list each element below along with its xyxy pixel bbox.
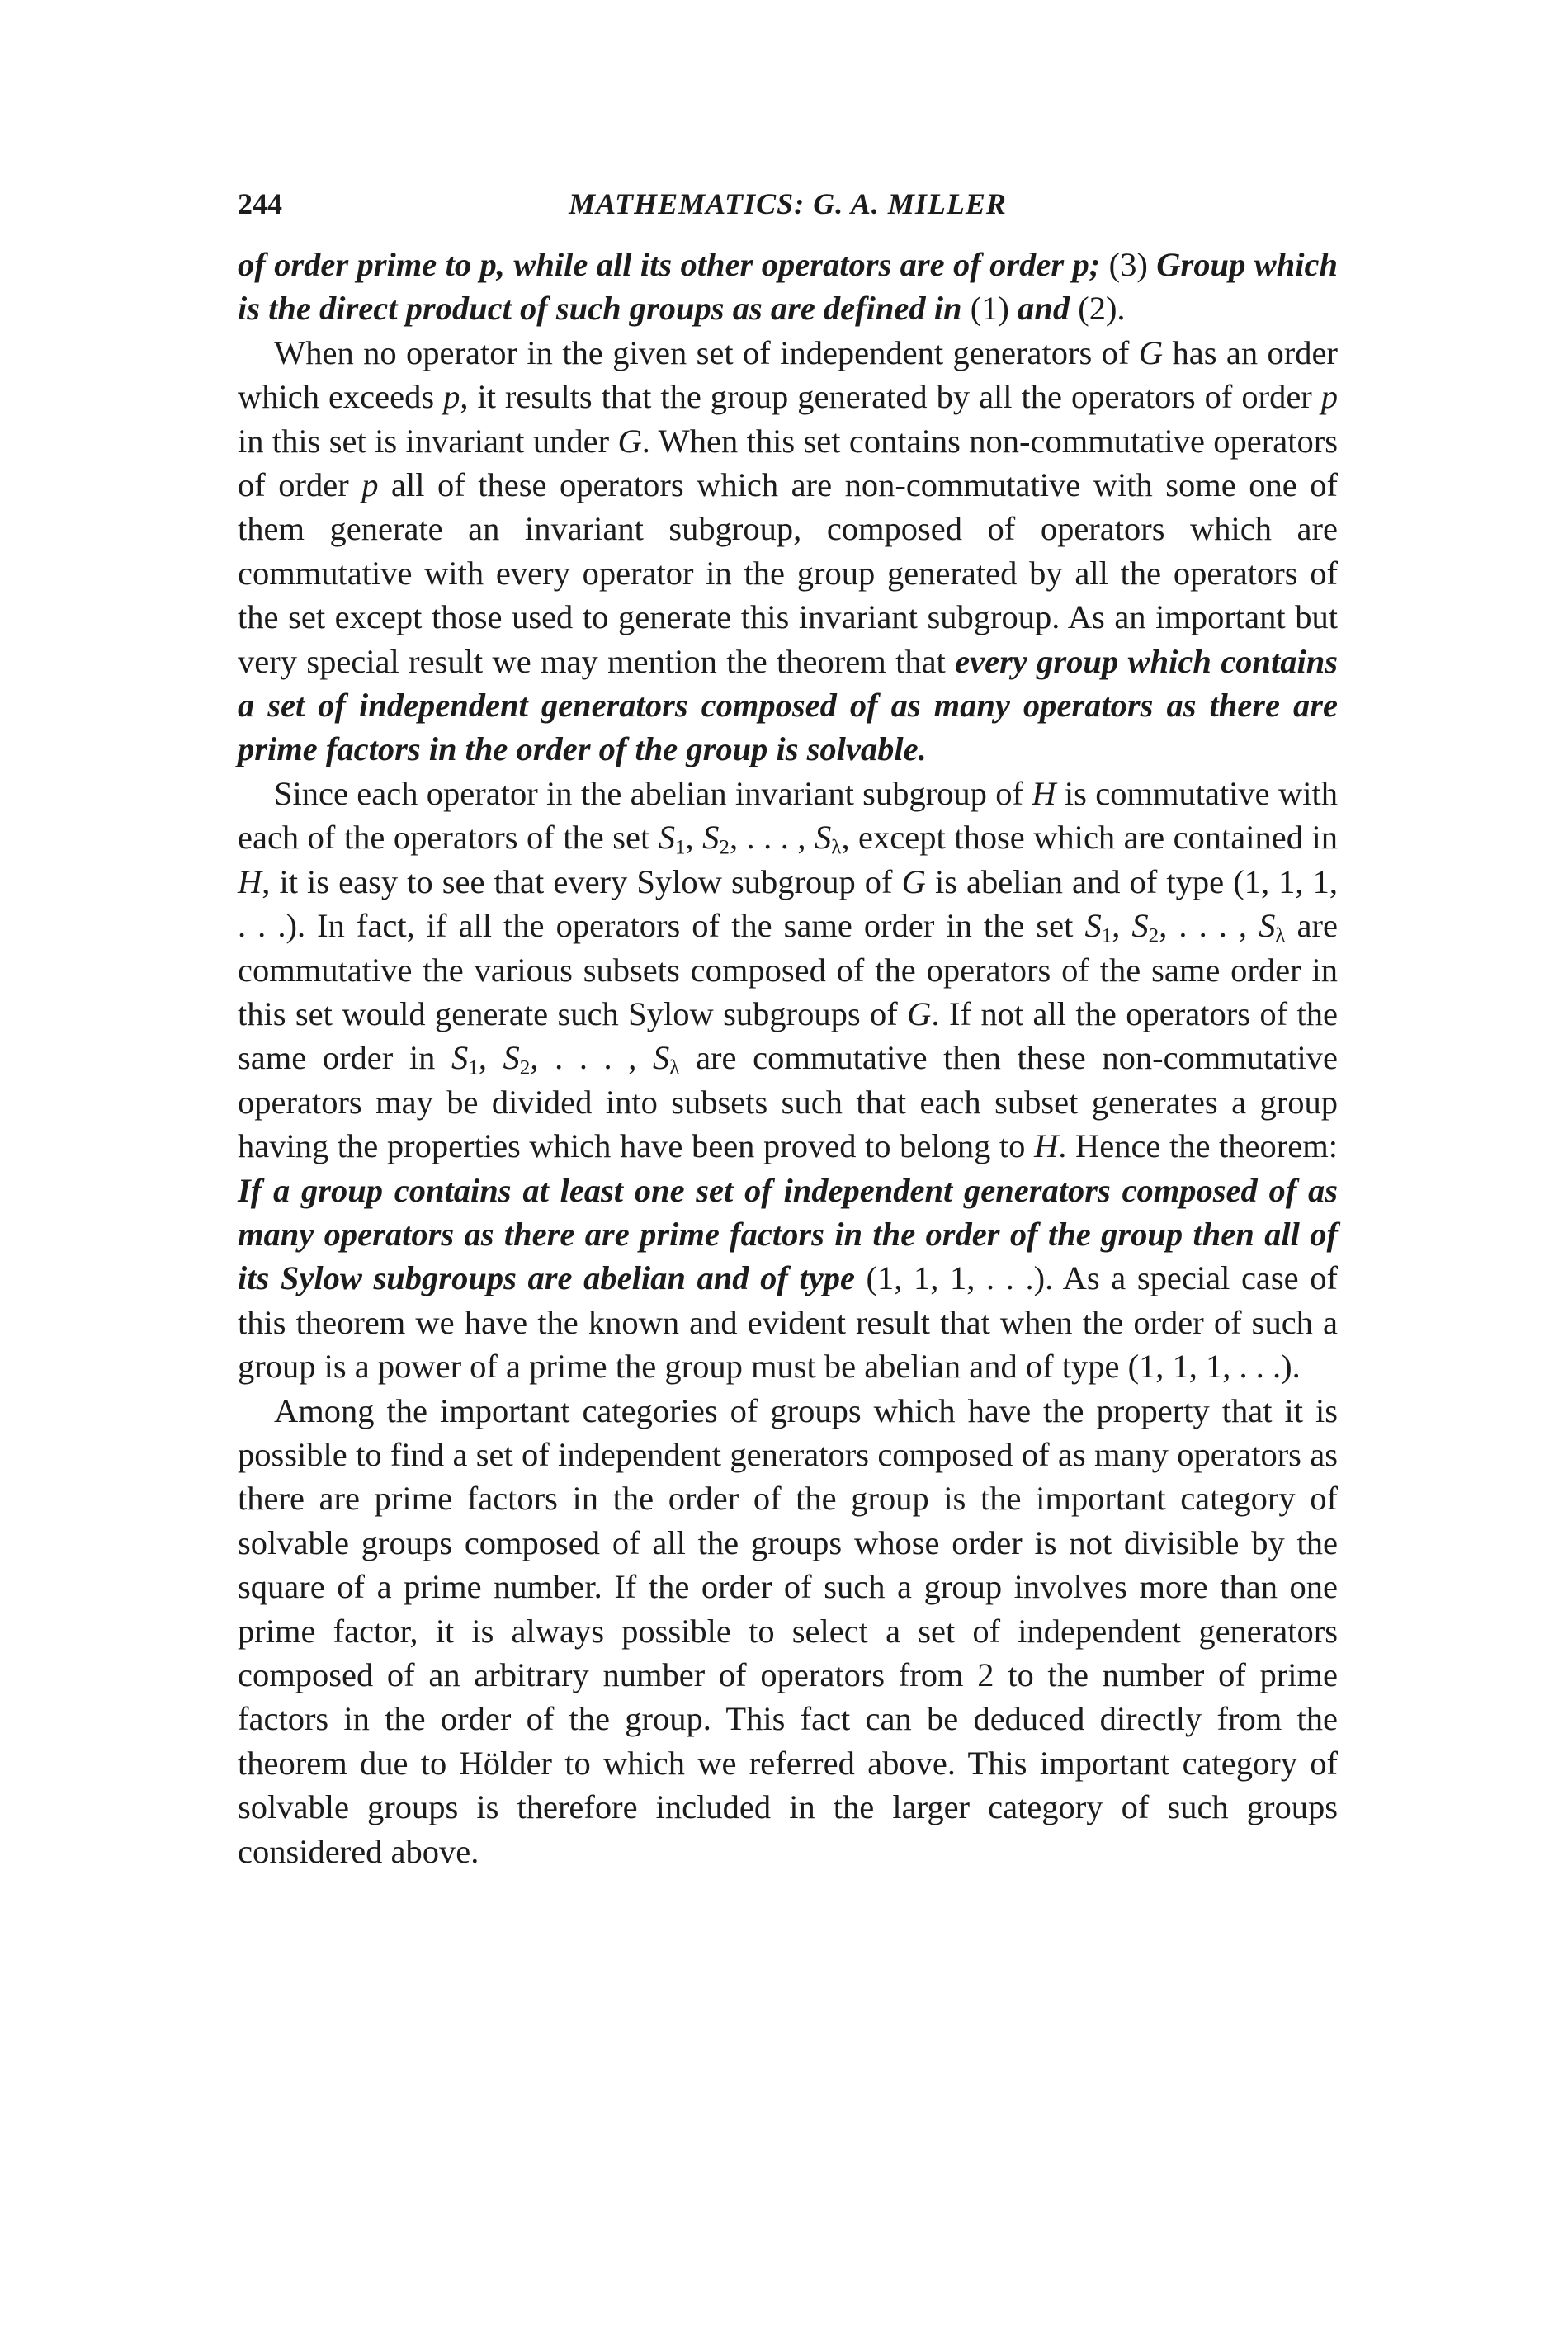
theorem-text: every group which contains a set of independent generators composed of as many operators as there are prime factors in the order of the group is solvable. <box>238 642 1338 768</box>
subscript: 2 <box>719 836 730 859</box>
math-symbol: S <box>503 1039 520 1077</box>
journal-page <box>238 183 1338 1873</box>
paragraph-categories <box>238 1389 1338 1873</box>
subscript: λ <box>831 836 842 859</box>
text-run: , . . . , <box>729 819 815 857</box>
text-run: When no operator in the given set of independent generators of <box>274 333 1139 371</box>
text-run: (2). <box>1070 290 1126 328</box>
paragraph-generators <box>238 331 1338 772</box>
text-run: . When this set contains non-commutative operators of order <box>238 422 1338 504</box>
text-run: . Hence the theorem: <box>1058 1127 1338 1165</box>
text-run: is abelian and of type (1, 1, 1, . . .). In fact, if all the operators of the same order in the set <box>238 862 1339 945</box>
math-symbol: S <box>1259 907 1276 945</box>
text-run: (1, 1, 1, . . .). As a special case of this theorem we have the known and evident result that when the order of such a group is a power of a prime the group must be abelian and of type (1, 1, 1, . . .). <box>238 1259 1339 1386</box>
math-symbol: S <box>815 819 832 857</box>
math-symbol: G <box>1138 333 1164 371</box>
text-run: (1) <box>961 290 1018 328</box>
subscript: 1 <box>468 1056 479 1079</box>
text-run: , <box>478 1039 503 1077</box>
text-run: has an order which exceeds <box>238 333 1338 416</box>
math-symbol: H <box>1032 774 1056 812</box>
text-run: , <box>1112 907 1132 945</box>
text-run: , . . . , <box>530 1039 654 1077</box>
subscript: λ <box>669 1056 680 1079</box>
math-symbol: G <box>617 422 642 460</box>
paragraph-continuation <box>238 243 1338 331</box>
text-run: Since each operator in the abelian invariant subgroup of <box>274 774 1032 812</box>
math-symbol: S <box>451 1039 469 1077</box>
page-number: 244 <box>238 187 282 220</box>
subscript: 2 <box>1148 924 1159 947</box>
text-run: (3) <box>1100 246 1157 283</box>
theorem-text: and <box>1018 290 1070 328</box>
text-run: , <box>685 819 703 857</box>
math-symbol: S <box>658 819 675 857</box>
math-symbol: p <box>361 466 379 504</box>
subscript: 1 <box>674 836 686 859</box>
math-symbol: S <box>1084 907 1102 945</box>
subscript: 1 <box>1101 924 1112 947</box>
math-symbol: p <box>443 378 460 416</box>
text-run: is commutative with each of the operators of the set <box>238 774 1338 857</box>
text-run: Among the important categories of groups which have the property that it is possible to find a set of independent generators composed of as many operators as there are prime factors in the order of the group is the important category of solvable groups composed of all the groups whose order is not divisible by the square of a prime number. If the order of such a group involves more than one prime factor, it is always possible to select a set of independent generators composed of an arbitrary number of operators from 2 to the number of prime factors in the order of the group. This fact can be deduced directly from the theorem due to Hölder to which we referred above. This important category of solvable groups is therefore included in the larger category of such groups considered above. <box>238 1391 1338 1870</box>
text-run: all of these operators which are non-commutative with some one of them generate an invariant subgroup, composed of operators which are commutative with every operator in the group generated by all the operators of the set except those used to generate this invariant subgroup. As an important but very special result we may mention the theorem that <box>238 466 1339 680</box>
running-head <box>238 183 1338 224</box>
theorem-text: of order prime to p, while all its other operators are of order p; <box>238 246 1101 283</box>
text-run: are commutative then these non-commutative operators may be divided into subsets such that each subset generates a group having the properties which have been proved to belong to <box>238 1039 1339 1165</box>
text-run: , . . . , <box>1159 907 1259 945</box>
math-symbol: G <box>901 862 926 900</box>
math-symbol: S <box>653 1039 670 1077</box>
theorem-text: If a group contains at least one set of independent generators composed of as many operators as there are prime factors in the order of the group then all of its Sylow subgroups are abelian and of type <box>238 1171 1338 1297</box>
text-run: , it is easy to see that every Sylow subgroup of <box>262 862 902 900</box>
math-symbol: H <box>238 862 262 900</box>
theorem-text: Group which is the direct product of such groups as are defined in <box>238 246 1338 328</box>
text-run: are commutative the various subsets composed of the operators of the same order in this set would generate such Sylow subgroups of <box>238 907 1338 1032</box>
subscript: λ <box>1275 924 1286 947</box>
subscript: 2 <box>519 1056 531 1079</box>
math-symbol: S <box>702 819 720 857</box>
math-symbol: G <box>907 994 932 1032</box>
text-run: , except those which are contained in <box>841 819 1338 857</box>
article-body <box>238 243 1338 1873</box>
math-symbol: H <box>1034 1127 1059 1165</box>
running-title: MATHEMATICS: G. A. MILLER <box>569 187 1007 220</box>
paragraph-sylow <box>238 772 1338 1389</box>
text-run: in this set is invariant under <box>238 422 618 460</box>
text-run: , it results that the group generated by all the operators of order <box>460 378 1321 416</box>
text-run: . If not all the operators of the same order in <box>238 994 1338 1077</box>
math-symbol: S <box>1131 907 1149 945</box>
math-symbol: p <box>1320 378 1339 416</box>
